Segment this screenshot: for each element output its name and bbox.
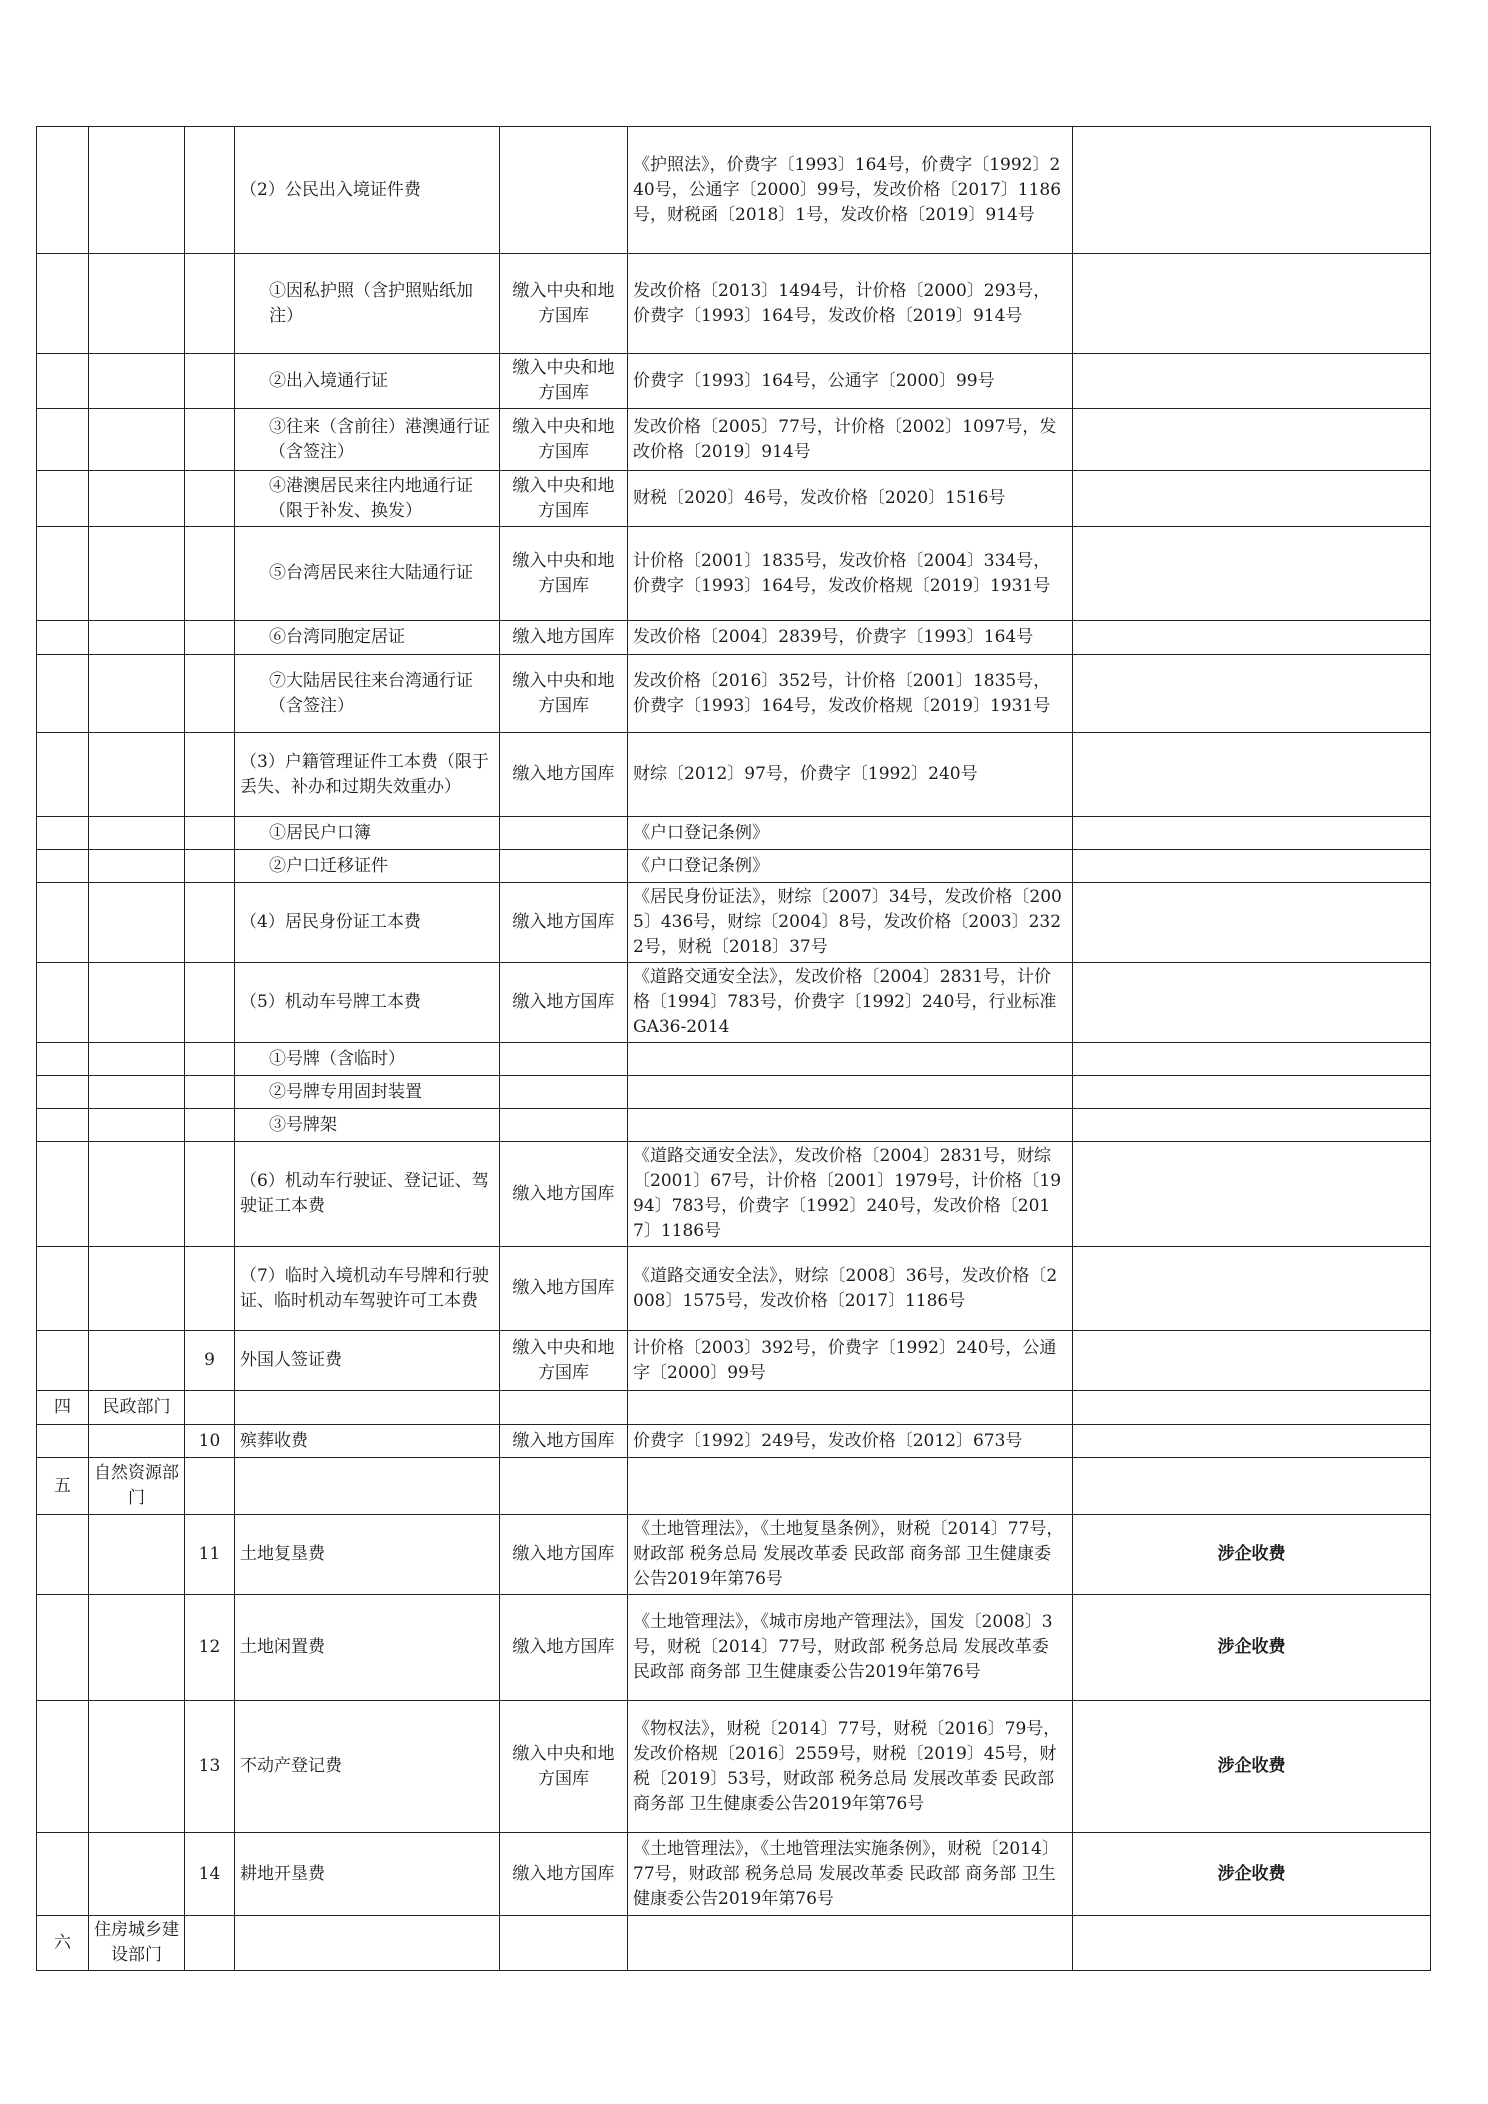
- remark: 涉企收费: [1073, 1833, 1431, 1916]
- table-row: [37, 1043, 1431, 1076]
- table-row: [37, 1331, 1431, 1391]
- policy-basis: 发改价格〔2013〕1494号，计价格〔2000〕293号，价费字〔1993〕164号，发改价格〔2019〕914号: [628, 254, 1073, 354]
- table-row: [37, 655, 1431, 733]
- fund-destination: [500, 817, 628, 850]
- table-row: [37, 963, 1431, 1043]
- fund-destination: [500, 1043, 628, 1076]
- fund-destination: 缴入中央和地方国库: [500, 354, 628, 409]
- department-name: [89, 1247, 185, 1331]
- fund-destination: 缴入地方国库: [500, 621, 628, 655]
- category-number: [37, 409, 89, 471]
- category-number: [37, 354, 89, 409]
- fee-item-name: ⑥台湾同胞定居证: [235, 621, 500, 655]
- remark: [1073, 409, 1431, 471]
- policy-basis: 《护照法》，价费字〔1993〕164号，价费字〔1992〕240号，公通字〔2000〕99号，发改价格〔2017〕1186号，财税函〔2018〕1号，发改价格〔2019〕914号: [628, 127, 1073, 254]
- department-name: [89, 254, 185, 354]
- item-number: [185, 1916, 235, 1971]
- table-row: [37, 621, 1431, 655]
- item-number: 10: [185, 1425, 235, 1458]
- policy-basis: 《土地管理法》，《土地管理法实施条例》，财税〔2014〕77号，财政部 税务总局 发展改革委 民政部 商务部 卫生健康委公告2019年第76号: [628, 1833, 1073, 1916]
- remark: [1073, 254, 1431, 354]
- policy-basis: [628, 1458, 1073, 1515]
- category-number: [37, 883, 89, 963]
- fee-item-name: [235, 1391, 500, 1425]
- category-number: [37, 621, 89, 655]
- fund-destination: 缴入中央和地方国库: [500, 1701, 628, 1833]
- remark: [1073, 1331, 1431, 1391]
- policy-basis: 《居民身份证法》，财综〔2007〕34号，发改价格〔2005〕436号，财综〔2004〕8号，发改价格〔2003〕2322号，财税〔2018〕37号: [628, 883, 1073, 963]
- fee-table-body: [37, 127, 1431, 1971]
- category-number: [37, 1043, 89, 1076]
- fee-item-name: 不动产登记费: [235, 1701, 500, 1833]
- table-row: [37, 850, 1431, 883]
- item-number: [185, 527, 235, 621]
- fund-destination: 缴入地方国库: [500, 963, 628, 1043]
- item-number: [185, 1142, 235, 1247]
- category-number: [37, 1833, 89, 1916]
- policy-basis: 发改价格〔2005〕77号，计价格〔2002〕1097号，发改价格〔2019〕914号: [628, 409, 1073, 471]
- table-row: [37, 733, 1431, 817]
- fee-item-name: ③往来（含前往）港澳通行证（含签注）: [235, 409, 500, 471]
- item-number: 14: [185, 1833, 235, 1916]
- fee-item-name: ③号牌架: [235, 1109, 500, 1142]
- item-number: [185, 655, 235, 733]
- department-name: [89, 1043, 185, 1076]
- category-number: [37, 1701, 89, 1833]
- fund-destination: [500, 850, 628, 883]
- table-row: [37, 1247, 1431, 1331]
- policy-basis: 发改价格〔2016〕352号，计价格〔2001〕1835号，价费字〔1993〕164号，发改价格规〔2019〕1931号: [628, 655, 1073, 733]
- remark: 涉企收费: [1073, 1701, 1431, 1833]
- fund-destination: 缴入中央和地方国库: [500, 471, 628, 527]
- fee-item-name: ①因私护照（含护照贴纸加注）: [235, 254, 500, 354]
- fee-item-name: 耕地开垦费: [235, 1833, 500, 1916]
- item-number: [185, 1391, 235, 1425]
- fund-destination: 缴入中央和地方国库: [500, 527, 628, 621]
- policy-basis: 《物权法》，财税〔2014〕77号，财税〔2016〕79号，发改价格规〔2016〕2559号，财税〔2019〕45号，财税〔2019〕53号，财政部 税务总局 发展改革委 民政部 商务部 卫生健康委公告2019年第76号: [628, 1701, 1073, 1833]
- remark: [1073, 850, 1431, 883]
- category-number: [37, 1331, 89, 1391]
- department-name: [89, 354, 185, 409]
- item-number: [185, 883, 235, 963]
- policy-basis: 《户口登记条例》: [628, 817, 1073, 850]
- remark: 涉企收费: [1073, 1595, 1431, 1701]
- remark: [1073, 1425, 1431, 1458]
- table-row: [37, 1595, 1431, 1701]
- fee-item-name: （5）机动车号牌工本费: [235, 963, 500, 1043]
- department-name: [89, 883, 185, 963]
- item-number: [185, 254, 235, 354]
- category-number: [37, 1595, 89, 1701]
- policy-basis: 《土地管理法》，《城市房地产管理法》，国发〔2008〕3号，财税〔2014〕77号，财政部 税务总局 发展改革委 民政部 商务部 卫生健康委公告2019年第76号: [628, 1595, 1073, 1701]
- fee-item-name: [235, 1916, 500, 1971]
- fee-item-name: ⑤台湾居民来往大陆通行证: [235, 527, 500, 621]
- table-row: [37, 1109, 1431, 1142]
- category-number: [37, 1247, 89, 1331]
- fee-item-name: [235, 1458, 500, 1515]
- item-number: [185, 963, 235, 1043]
- item-number: [185, 1076, 235, 1109]
- department-name: [89, 527, 185, 621]
- remark: [1073, 1247, 1431, 1331]
- fund-destination: [500, 1458, 628, 1515]
- policy-basis: 计价格〔2001〕1835号，发改价格〔2004〕334号，价费字〔1993〕164号，发改价格规〔2019〕1931号: [628, 527, 1073, 621]
- policy-basis: 发改价格〔2004〕2839号，价费字〔1993〕164号: [628, 621, 1073, 655]
- policy-basis: 价费字〔1992〕249号，发改价格〔2012〕673号: [628, 1425, 1073, 1458]
- department-name: [89, 621, 185, 655]
- fee-item-name: （3）户籍管理证件工本费（限于丢失、补办和过期失效重办）: [235, 733, 500, 817]
- remark: [1073, 1076, 1431, 1109]
- fund-destination: 缴入地方国库: [500, 1833, 628, 1916]
- fee-item-name: （7）临时入境机动车号牌和行驶证、临时机动车驾驶许可工本费: [235, 1247, 500, 1331]
- category-number: [37, 1076, 89, 1109]
- policy-basis: [628, 1916, 1073, 1971]
- remark: [1073, 883, 1431, 963]
- category-number: [37, 817, 89, 850]
- item-number: 11: [185, 1515, 235, 1595]
- item-number: [185, 1109, 235, 1142]
- table-row: [37, 354, 1431, 409]
- fee-item-name: ⑦大陆居民往来台湾通行证（含签注）: [235, 655, 500, 733]
- category-number: [37, 963, 89, 1043]
- fund-destination: [500, 1076, 628, 1109]
- department-name: 自然资源部门: [89, 1458, 185, 1515]
- table-row: [37, 883, 1431, 963]
- policy-basis: [628, 1391, 1073, 1425]
- policy-basis: 价费字〔1993〕164号，公通字〔2000〕99号: [628, 354, 1073, 409]
- department-name: [89, 655, 185, 733]
- remark: [1073, 655, 1431, 733]
- fee-item-name: ②户口迁移证件: [235, 850, 500, 883]
- item-number: [185, 1458, 235, 1515]
- fee-item-name: ②号牌专用固封装置: [235, 1076, 500, 1109]
- fund-destination: 缴入地方国库: [500, 1247, 628, 1331]
- remark: [1073, 1043, 1431, 1076]
- department-name: [89, 817, 185, 850]
- remark: [1073, 817, 1431, 850]
- department-name: 住房城乡建设部门: [89, 1916, 185, 1971]
- policy-basis: 财综〔2012〕97号，价费字〔1992〕240号: [628, 733, 1073, 817]
- item-number: [185, 733, 235, 817]
- policy-basis: 《道路交通安全法》，发改价格〔2004〕2831号，计价格〔1994〕783号，价费字〔1992〕240号，行业标准GA36-2014: [628, 963, 1073, 1043]
- remark: [1073, 963, 1431, 1043]
- policy-basis: 计价格〔2003〕392号，价费字〔1992〕240号，公通字〔2000〕99号: [628, 1331, 1073, 1391]
- department-name: [89, 1515, 185, 1595]
- table-row: [37, 471, 1431, 527]
- policy-basis: 《道路交通安全法》，财综〔2008〕36号，发改价格〔2008〕1575号，发改价格〔2017〕1186号: [628, 1247, 1073, 1331]
- fee-item-name: （4）居民身份证工本费: [235, 883, 500, 963]
- category-number: [37, 254, 89, 354]
- category-number: [37, 471, 89, 527]
- item-number: [185, 127, 235, 254]
- category-number: [37, 655, 89, 733]
- department-name: [89, 471, 185, 527]
- department-name: 民政部门: [89, 1391, 185, 1425]
- department-name: [89, 1109, 185, 1142]
- item-number: [185, 621, 235, 655]
- remark: [1073, 1916, 1431, 1971]
- department-name: [89, 1701, 185, 1833]
- remark: [1073, 127, 1431, 254]
- fund-destination: 缴入地方国库: [500, 883, 628, 963]
- table-row: [37, 1701, 1431, 1833]
- fee-item-name: （6）机动车行驶证、登记证、驾驶证工本费: [235, 1142, 500, 1247]
- category-number: 四: [37, 1391, 89, 1425]
- fund-destination: 缴入地方国库: [500, 1515, 628, 1595]
- item-number: [185, 409, 235, 471]
- fund-destination: [500, 1109, 628, 1142]
- table-row: [37, 1515, 1431, 1595]
- policy-basis: [628, 1043, 1073, 1076]
- category-number: [37, 1515, 89, 1595]
- policy-basis: 财税〔2020〕46号，发改价格〔2020〕1516号: [628, 471, 1073, 527]
- category-number: [37, 1425, 89, 1458]
- remark: [1073, 621, 1431, 655]
- fund-destination: 缴入地方国库: [500, 733, 628, 817]
- department-name: [89, 1595, 185, 1701]
- department-name: [89, 409, 185, 471]
- table-row: [37, 1391, 1431, 1425]
- table-row: [37, 1142, 1431, 1247]
- department-name: [89, 733, 185, 817]
- item-number: [185, 1247, 235, 1331]
- category-number: [37, 527, 89, 621]
- fund-destination: 缴入中央和地方国库: [500, 1331, 628, 1391]
- table-row: [37, 1916, 1431, 1971]
- item-number: 13: [185, 1701, 235, 1833]
- remark: [1073, 1391, 1431, 1425]
- remark: [1073, 471, 1431, 527]
- item-number: [185, 354, 235, 409]
- table-row: [37, 127, 1431, 254]
- remark: [1073, 354, 1431, 409]
- category-number: [37, 733, 89, 817]
- policy-basis: [628, 1076, 1073, 1109]
- department-name: [89, 1076, 185, 1109]
- fee-item-name: ①号牌（含临时）: [235, 1043, 500, 1076]
- table-row: [37, 409, 1431, 471]
- remark: [1073, 1142, 1431, 1247]
- fund-destination: 缴入中央和地方国库: [500, 254, 628, 354]
- category-number: 六: [37, 1916, 89, 1971]
- fund-destination: [500, 127, 628, 254]
- item-number: 9: [185, 1331, 235, 1391]
- policy-basis: 《户口登记条例》: [628, 850, 1073, 883]
- fund-destination: 缴入地方国库: [500, 1425, 628, 1458]
- department-name: [89, 963, 185, 1043]
- table-row: [37, 254, 1431, 354]
- remark: 涉企收费: [1073, 1515, 1431, 1595]
- category-number: [37, 1109, 89, 1142]
- fee-item-name: ②出入境通行证: [235, 354, 500, 409]
- table-row: [37, 1425, 1431, 1458]
- fee-item-name: 殡葬收费: [235, 1425, 500, 1458]
- department-name: [89, 1425, 185, 1458]
- fee-item-name: 外国人签证费: [235, 1331, 500, 1391]
- policy-basis: [628, 1109, 1073, 1142]
- fund-destination: [500, 1916, 628, 1971]
- remark: [1073, 1458, 1431, 1515]
- department-name: [89, 1833, 185, 1916]
- fee-item-name: ④港澳居民来往内地通行证（限于补发、换发）: [235, 471, 500, 527]
- policy-basis: 《土地管理法》，《土地复垦条例》，财税〔2014〕77号，财政部 税务总局 发展改革委 民政部 商务部 卫生健康委公告2019年第76号: [628, 1515, 1073, 1595]
- table-row: [37, 1076, 1431, 1109]
- item-number: [185, 817, 235, 850]
- fee-item-name: （2）公民出入境证件费: [235, 127, 500, 254]
- table-row: [37, 817, 1431, 850]
- fund-destination: 缴入中央和地方国库: [500, 409, 628, 471]
- fund-destination: 缴入地方国库: [500, 1595, 628, 1701]
- department-name: [89, 1331, 185, 1391]
- fee-item-name: 土地闲置费: [235, 1595, 500, 1701]
- item-number: [185, 471, 235, 527]
- item-number: 12: [185, 1595, 235, 1701]
- item-number: [185, 850, 235, 883]
- remark: [1073, 733, 1431, 817]
- remark: [1073, 1109, 1431, 1142]
- table-row: [37, 1458, 1431, 1515]
- fund-destination: [500, 1391, 628, 1425]
- department-name: [89, 1142, 185, 1247]
- item-number: [185, 1043, 235, 1076]
- policy-basis: 《道路交通安全法》，发改价格〔2004〕2831号，财综〔2001〕67号，计价格〔2001〕1979号，计价格〔1994〕783号，价费字〔1992〕240号，发改价格〔2017〕1186号: [628, 1142, 1073, 1247]
- category-number: [37, 850, 89, 883]
- remark: [1073, 527, 1431, 621]
- fund-destination: 缴入中央和地方国库: [500, 655, 628, 733]
- department-name: [89, 127, 185, 254]
- fee-item-name: ①居民户口簿: [235, 817, 500, 850]
- fee-item-name: 土地复垦费: [235, 1515, 500, 1595]
- table-row: [37, 527, 1431, 621]
- category-number: [37, 1142, 89, 1247]
- fund-destination: 缴入地方国库: [500, 1142, 628, 1247]
- table-row: [37, 1833, 1431, 1916]
- fee-table: [36, 126, 1431, 1971]
- category-number: 五: [37, 1458, 89, 1515]
- category-number: [37, 127, 89, 254]
- department-name: [89, 850, 185, 883]
